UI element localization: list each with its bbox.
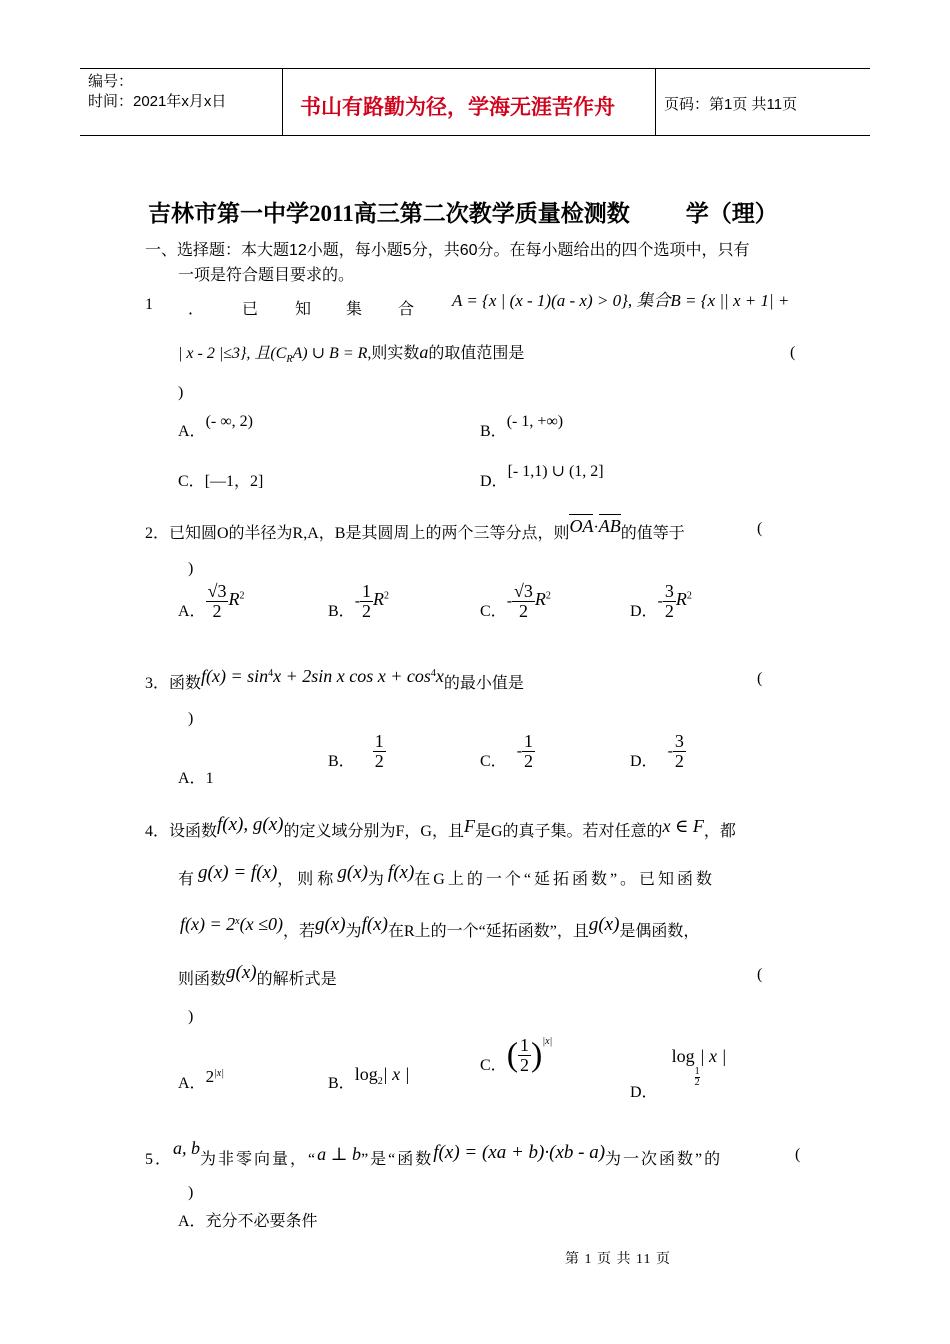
q4-l1a: 4．设函数 bbox=[145, 823, 218, 840]
q4-option-d-log: log bbox=[671, 1046, 695, 1066]
q4-l3m5: g(x) bbox=[588, 914, 620, 935]
q5-stem bbox=[145, 1138, 723, 1170]
q2-option-a-exp: 2 bbox=[239, 590, 245, 602]
q3-stem bbox=[145, 666, 524, 693]
q2-option-a bbox=[178, 582, 244, 621]
q4-option-b-label: B． bbox=[328, 1075, 355, 1092]
q2-option-d-exp: 2 bbox=[686, 590, 692, 602]
q2-option-b-label: B． bbox=[328, 602, 355, 620]
q2-option-d-den: 2 bbox=[664, 600, 674, 621]
q5-option-a: A．充分不必要条件 bbox=[178, 1213, 318, 1230]
q3-option-a-value: 1 bbox=[205, 770, 214, 787]
q4-option-c-rparen: ) bbox=[531, 1036, 543, 1074]
q1-option-d-expr: [- 1,1) ∪ (1, 2] bbox=[507, 463, 604, 480]
q2-option-c-r: R bbox=[534, 589, 546, 610]
page-info: 页码：第1页 共11页 bbox=[664, 96, 798, 113]
q4-l3exp: x bbox=[235, 915, 240, 927]
q4-option-c-den: 2 bbox=[520, 1054, 530, 1075]
q2-option-c-exp: 2 bbox=[545, 590, 551, 602]
q1-option-b-expr: (- 1, +∞) bbox=[506, 413, 564, 430]
q2-option-b-sign: - bbox=[354, 592, 361, 610]
q2-option-c-sign: - bbox=[506, 592, 513, 610]
q4-l3m3: g(x) bbox=[314, 914, 346, 935]
header-top-border bbox=[80, 68, 870, 69]
q4-l1c: 是G的真子集。若对任意的 bbox=[474, 823, 663, 840]
q4-option-d-label: D． bbox=[630, 1084, 658, 1101]
q5-paren-close: ) bbox=[188, 1184, 194, 1201]
q4-l4b: 的解析式是 bbox=[256, 971, 337, 988]
q3-expr-3: x bbox=[435, 666, 444, 686]
q3-option-a bbox=[178, 765, 214, 788]
q2-option-b-num: 1 bbox=[362, 581, 372, 601]
q1-option-b-label: B． bbox=[480, 423, 507, 440]
q2-option-d-num: 3 bbox=[664, 581, 674, 601]
q3-exp-1: 4 bbox=[268, 667, 274, 679]
q3-expr-2: x + 2sin x cos x + cos bbox=[273, 666, 431, 686]
q1-option-c bbox=[178, 468, 263, 491]
page-footer: 第 1 页 共 11 页 bbox=[565, 1252, 671, 1267]
q1-word-4: 合 bbox=[398, 301, 415, 318]
q1-option-a bbox=[178, 413, 253, 441]
q3-option-b-den: 2 bbox=[374, 750, 384, 771]
header-divider-2 bbox=[655, 68, 656, 135]
q2-paren-open: ( bbox=[757, 520, 763, 537]
q1-option-d-label: D． bbox=[480, 473, 508, 490]
q3-paren-open: ( bbox=[757, 670, 763, 687]
q1-set-definition: A = {x | (x - 1)(a - x) > 0}, 集合B = {x || x + 1| + bbox=[452, 291, 790, 310]
q4-l2m3: f(x) bbox=[387, 862, 415, 883]
q5-t2: ”是“函数 bbox=[361, 1151, 434, 1168]
header-divider-1 bbox=[282, 68, 283, 135]
q4-option-a-label: A． bbox=[178, 1075, 206, 1092]
q5-num: 5． bbox=[145, 1151, 174, 1168]
q2-option-a-num: √3 bbox=[207, 581, 227, 601]
q4-l3m: f(x) = 2 bbox=[180, 914, 236, 934]
q5-paren-open: ( bbox=[795, 1146, 801, 1163]
q1-line2-text2: 的取值范围是 bbox=[428, 345, 525, 362]
q4-option-d-sub-den: 2 bbox=[694, 1077, 700, 1088]
header-bottom-border bbox=[80, 135, 870, 136]
q2-option-d-r: R bbox=[675, 589, 687, 610]
q1-var-a: a bbox=[419, 342, 429, 362]
q1-paren-close: ) bbox=[178, 384, 184, 401]
q1-line2-math: | x - 2 |≤3}, 且(C bbox=[178, 345, 287, 362]
q1-option-c-expr: [—1，2] bbox=[204, 473, 264, 490]
q4-paren-close: ) bbox=[188, 1008, 194, 1025]
q4-option-d bbox=[630, 1046, 727, 1101]
q4-option-a bbox=[178, 1067, 224, 1093]
q5-cond: a ⊥ b bbox=[317, 1144, 362, 1164]
q2-option-d-sign: - bbox=[657, 592, 663, 610]
q4-l3b: 为 bbox=[345, 923, 362, 940]
q4-l4a: 则函数 bbox=[178, 971, 227, 988]
q4-l3d: 是偶函数， bbox=[619, 923, 700, 940]
q2-option-a-label: A． bbox=[178, 602, 206, 620]
q2-option-c-frac bbox=[512, 582, 535, 621]
q2-text: 2．已知圆O的半径为R,A，B是其圆周上的两个三等分点，则 bbox=[145, 525, 570, 542]
q3-option-d-label: D． bbox=[630, 752, 658, 770]
q1-line-2 bbox=[178, 340, 524, 365]
q4-option-c-num: 1 bbox=[520, 1035, 530, 1055]
q2-text2: 的值等于 bbox=[620, 525, 685, 542]
header-motto: 书山有路勤为径，学海无涯苦作舟 bbox=[300, 96, 615, 119]
q2-option-c-den: 2 bbox=[518, 600, 528, 621]
q1-line2-text: 则实数 bbox=[371, 345, 420, 362]
q4-l3c: 在R上的一个“延拓函数”，且 bbox=[387, 923, 589, 940]
q4-l1m: f(x), g(x) bbox=[217, 814, 284, 835]
q4-option-b-sub: 2 bbox=[377, 1076, 383, 1088]
q3-option-d bbox=[630, 732, 686, 771]
q2-option-d-frac bbox=[663, 582, 676, 621]
q4-option-d-sub-num: 1 bbox=[694, 1066, 700, 1077]
q1-line2-math2: A) ∪ B = R, bbox=[292, 345, 372, 362]
q3-option-d-frac bbox=[673, 732, 686, 771]
q3-option-d-sign: - bbox=[667, 742, 673, 760]
q3-option-b-label: B． bbox=[328, 752, 355, 770]
q4-option-a-exp: |x| bbox=[214, 1067, 224, 1079]
q2-paren-close: ) bbox=[188, 560, 194, 577]
q1-word-1: 已 bbox=[242, 301, 259, 318]
q4-l2m: g(x) = f(x) bbox=[198, 862, 278, 883]
q4-option-d-arg: | x | bbox=[699, 1046, 727, 1066]
q3-option-b-frac bbox=[373, 732, 386, 771]
q4-option-c-lparen: ( bbox=[506, 1036, 519, 1074]
q1-option-c-label: C． bbox=[178, 473, 205, 490]
q5-t1: 为非零向量，“ bbox=[200, 1151, 318, 1168]
q4-l1F: F bbox=[463, 816, 475, 836]
q5-expr: f(x) = (xa + b)·(xb - a) bbox=[433, 1142, 606, 1163]
q4-l2b: ，则称 bbox=[277, 871, 338, 888]
q2-option-d bbox=[630, 582, 692, 621]
q2-dot: · bbox=[593, 519, 599, 536]
q3-option-c-label: C． bbox=[480, 752, 507, 770]
section-1-heading-cont: 一项是符合题目要求的。 bbox=[178, 267, 355, 284]
q4-line-2 bbox=[178, 862, 716, 890]
q4-option-a-base: 2 bbox=[205, 1067, 215, 1086]
q4-option-b bbox=[328, 1064, 410, 1095]
q3-text2: 的最小值是 bbox=[443, 675, 524, 692]
q3-option-d-num: 3 bbox=[674, 731, 684, 751]
section-1-heading: 一、选择题：本大题12小题，每小题5分，共60分。在每小题给出的四个选项中，只有 bbox=[145, 242, 750, 259]
q4-line-3 bbox=[180, 914, 700, 942]
q4-l4m: g(x) bbox=[226, 962, 257, 983]
q1-paren-open: ( bbox=[790, 344, 796, 361]
q2-option-c bbox=[480, 582, 551, 621]
q2-option-a-frac bbox=[206, 582, 229, 621]
q3-option-c-den: 2 bbox=[524, 750, 534, 771]
q1-option-b bbox=[480, 413, 564, 441]
q3-paren-close: ) bbox=[188, 710, 194, 727]
q4-l2a: 有 bbox=[178, 871, 199, 888]
q4-paren-open: ( bbox=[757, 966, 763, 983]
q2-option-d-label: D． bbox=[630, 602, 658, 620]
q2-option-b-exp: 2 bbox=[384, 590, 390, 602]
q3-option-c-num: 1 bbox=[524, 731, 534, 751]
q2-option-a-r: R bbox=[228, 589, 240, 610]
q3-exp-2: 4 bbox=[430, 667, 436, 679]
q1-option-d bbox=[480, 463, 604, 491]
q3-option-a-label: A． bbox=[178, 770, 206, 787]
q4-l1d: ，都 bbox=[703, 823, 736, 840]
q3-option-b bbox=[328, 732, 386, 771]
q3-option-d-den: 2 bbox=[674, 750, 684, 771]
q4-l2m2: g(x) bbox=[337, 862, 368, 883]
q5-t3: 为一次函数”的 bbox=[605, 1151, 723, 1168]
q5-vars: a, b bbox=[173, 1138, 201, 1158]
q2-option-b bbox=[328, 582, 389, 621]
q4-l2c: 为 bbox=[367, 871, 388, 888]
q4-option-c-frac bbox=[518, 1036, 531, 1075]
q2-stem bbox=[145, 516, 685, 543]
q2-option-b-den: 2 bbox=[362, 600, 372, 621]
q1-word-2: 知 bbox=[295, 301, 312, 318]
serial-label: 编号： bbox=[88, 73, 134, 90]
q1-word-3: 集 bbox=[346, 301, 363, 318]
q1-dot: ． bbox=[188, 301, 205, 318]
q4-l2d: 在G上的一个“延拓函数”。已知函数 bbox=[414, 871, 716, 888]
exam-title-tail: 学（理） bbox=[685, 201, 778, 226]
q2-option-c-label: C． bbox=[480, 602, 507, 620]
q4-line-1 bbox=[145, 814, 736, 842]
q2-vector-oa: OA bbox=[569, 516, 594, 536]
q3-text: 3．函数 bbox=[145, 675, 202, 692]
q1-line2-sub: R bbox=[286, 354, 293, 366]
q4-l3a: ，若 bbox=[282, 923, 315, 940]
q4-option-d-subfrac bbox=[695, 1067, 700, 1088]
q3-option-c bbox=[480, 732, 535, 771]
q3-option-c-sign: - bbox=[516, 742, 523, 760]
q2-option-b-frac bbox=[360, 582, 373, 621]
q3-option-c-frac bbox=[522, 732, 535, 771]
q4-l3m2: (x ≤0) bbox=[239, 914, 283, 934]
q4-option-c-exp: |x| bbox=[542, 1036, 553, 1047]
q2-vector-ab: AB bbox=[598, 516, 621, 536]
q4-option-c-label: C． bbox=[480, 1056, 507, 1074]
q1-number: 1 bbox=[145, 296, 153, 313]
q4-l1m2: x ∈ F bbox=[662, 816, 704, 836]
q1-option-a-expr: (- ∞, 2) bbox=[205, 413, 253, 430]
q2-option-a-den: 2 bbox=[212, 600, 222, 621]
q2-option-c-num: √3 bbox=[514, 581, 533, 601]
exam-title bbox=[148, 195, 778, 228]
q1-option-a-label: A． bbox=[178, 423, 206, 440]
q4-line-4 bbox=[178, 962, 337, 990]
q3-option-b-num: 1 bbox=[374, 731, 384, 751]
exam-title-main: 吉林市第一中学2011高三第二次教学质量检测数 bbox=[148, 201, 630, 226]
q4-l1b: 的定义域分别为F，G，且 bbox=[283, 823, 464, 840]
q4-l3m4: f(x) bbox=[361, 914, 388, 935]
q4-option-c bbox=[480, 1036, 552, 1075]
q4-option-b-arg: | x | bbox=[382, 1064, 410, 1084]
q3-expr-1: f(x) = sin bbox=[201, 666, 269, 686]
q4-option-b-log: log bbox=[354, 1064, 378, 1084]
q2-option-b-r: R bbox=[373, 589, 385, 610]
date-label: 时间：2021年x月x日 bbox=[88, 93, 227, 110]
